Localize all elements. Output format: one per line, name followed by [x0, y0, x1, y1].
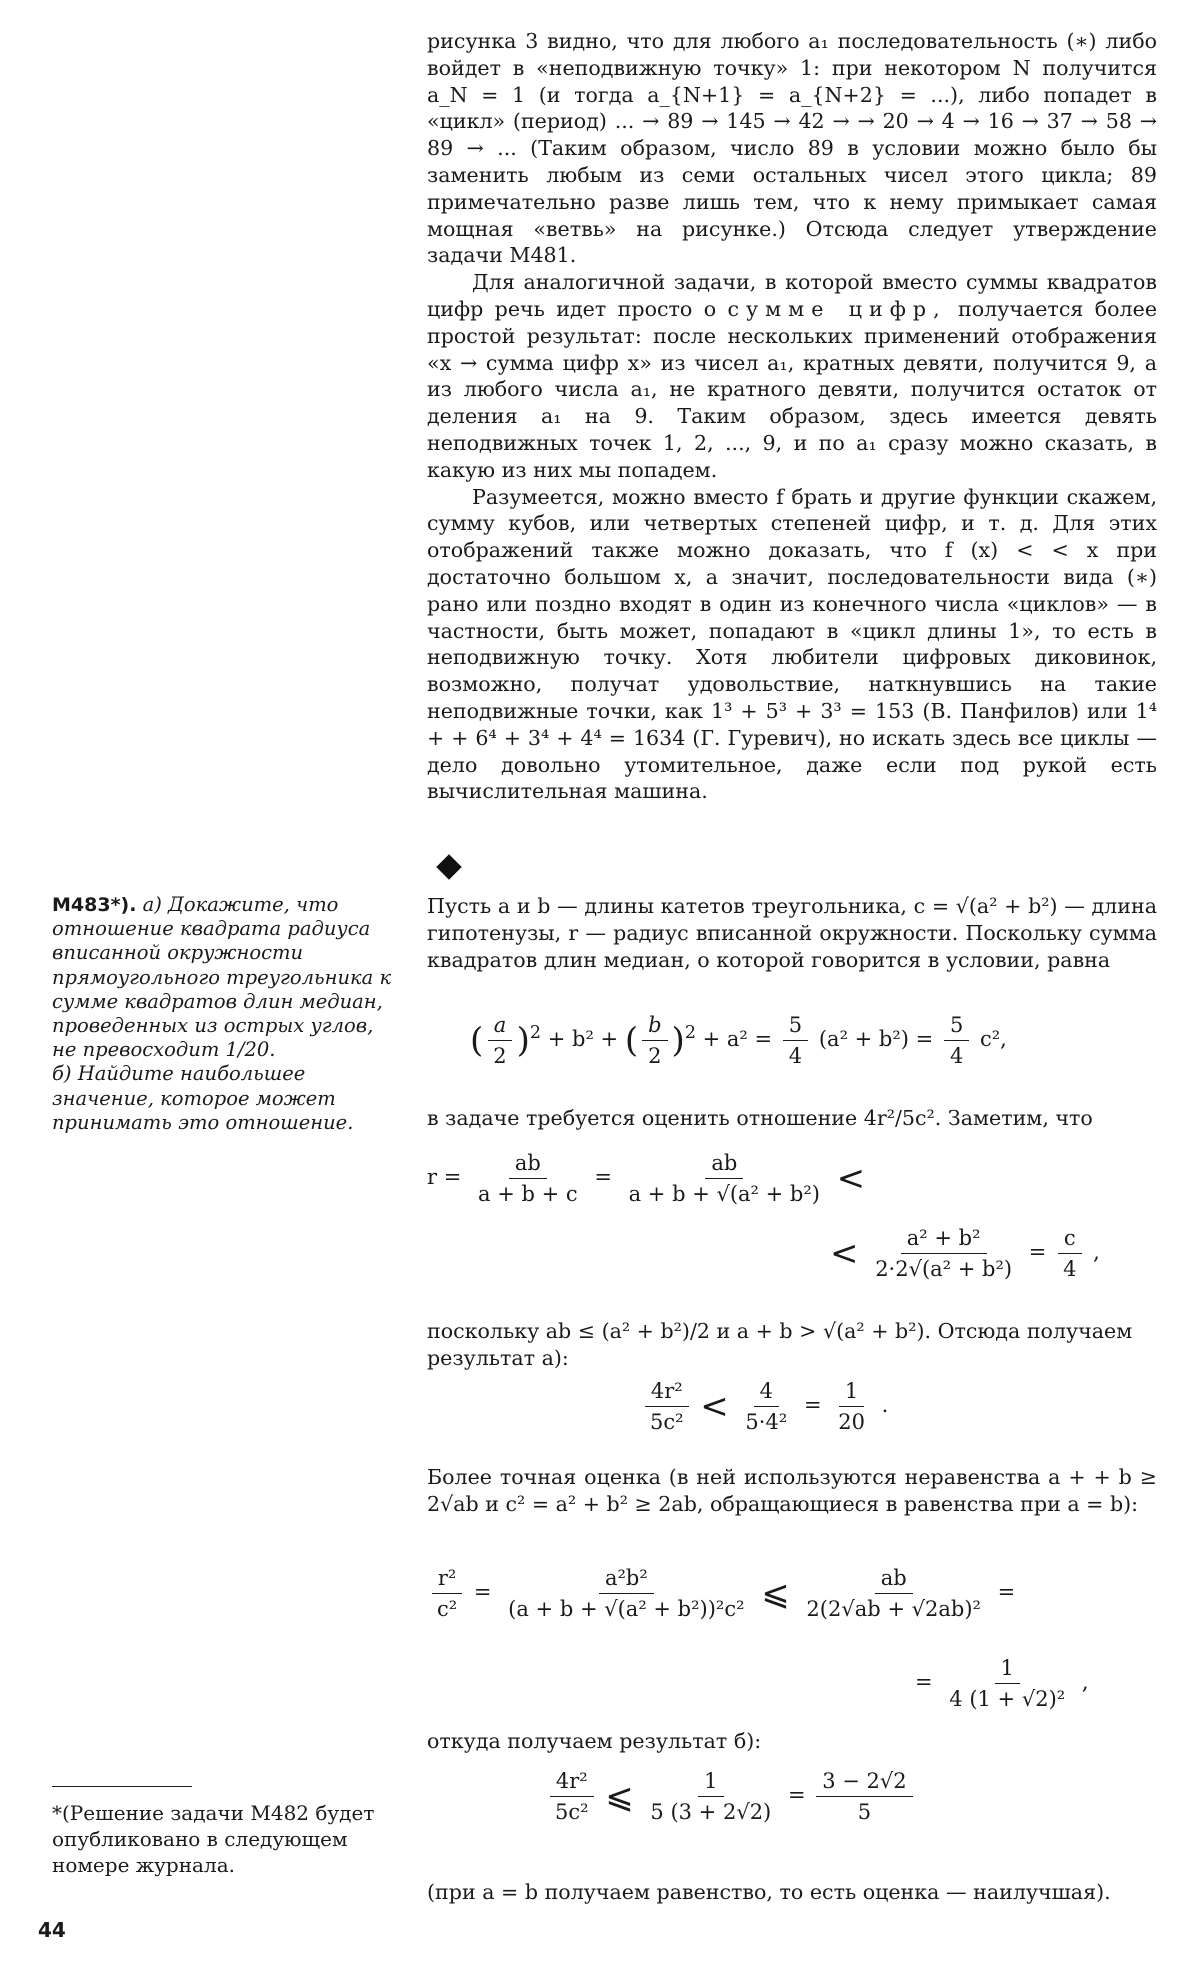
problem-number: М483*). — [52, 894, 137, 916]
solution-intro: Пусть a и b — длины катетов треугольника, c = √(a² + b²) — длина гипотенузы, r — радиус вписанной окружности. Поскольку сумма квадратов длин медиан, о которой говорится в условии, равна — [427, 894, 1157, 972]
paragraph: Для аналогичной задачи, в которой вместо суммы квадратов цифр речь идет просто о сумме цифр, получается более простой результат: после нескольких применений отображения «x → сумма цифр x» из чисел a₁, кратных девяти, получится 9, а из любого числа a₁, не кратного девяти, получится остаток от деления a₁ на 9. Таким образом, здесь имеется девять неподвижных точек 1, 2, ..., 9, и по a₁ сразу можно сказать, в какую из них мы попадем. — [427, 270, 1158, 482]
text-block: поскольку ab ≤ (a² + b²)/2 и a + b > √(a² + b²). Отсюда получаем результат а): — [427, 1319, 1133, 1370]
text-line: откуда получаем результат б): — [427, 1729, 762, 1753]
text-line: (при a = b получаем равенство, то есть оценка — наилучшая). — [427, 1880, 1111, 1904]
footnote: *(Решение задачи М482 будет опубликовано в следующем номере журнала. — [52, 1801, 375, 1877]
emphasis-spaced: сумме цифр, — [727, 296, 947, 321]
paragraph: Разумеется, можно вместо f брать и другие функции скажем, сумму кубов, или четвертых степеней цифр, и т. д. Для этих отображений также можно доказать, что f (x) < < x при достаточно большом x, а значит, последовательности вида (∗) рано или поздно входят в один из конечного числа «циклов» — в частности, быть может, попадают в «цикл длины 1», то есть в неподвижную точку. Хотя любители цифровых диковинок, возможно, получат удовольствие, наткнувшись на такие неподвижные точки, как 1³ + 5³ + 3³ = 153 (В. Панфилов) или 1⁴ + + 6⁴ + 3⁴ + 4⁴ = 1634 (Г. Гуревич), но искать здесь все циклы — дело довольно утомительное, даже если под рукой есть вычислительная машина. — [427, 484, 1157, 804]
section-divider-diamond — [436, 854, 461, 879]
formula-r-continued: < $\frac{\text{a² + b²}}{\text{2·2√(a² + b²)}}$ = $\frac{c}{4}$ , — [830, 1226, 1100, 1281]
paragraph: рисунка 3 видно, что для любого a₁ последовательность (∗) либо войдет в «неподвижную точку» 1: при некотором N получится a_N = 1 (и тогда a_{N+1} = a_{N+2} = ...), либо попадет в «цикл» (период) ... → 89 → 145 → 42 → → 20 → 4 → 16 → 37 → 58 → 89 → ... (Таким образом, число 89 в условии можно было бы заменить любым из семи остальных чисел этого цикла; 89 примечательно разве лишь тем, что к нему примыкает самая мощная «ветвь» на рисунке.) Отсюда следует утверждение задачи М481. — [427, 29, 1157, 268]
formula-ratio-continued: = $\frac{1}{\text{4 (1 + √2)²}}$ , — [915, 1656, 1089, 1711]
problem-text-b: б) Найдите наибольшее значение, которое может принимать это отношение. — [52, 1062, 354, 1134]
text-block: Более точная оценка (в ней используются неравенства a + + b ≥ 2√ab и c² = a² + b² ≥ 2ab, обращающиеся в равенства при a = b): — [427, 1465, 1157, 1516]
formula-result-b: $\frac{\text{4r²}}{\text{5c²}}$ ⩽ $\frac{1}{5 (3 + 2√2)}$ = $\frac{3 - 2√2}{5}$ — [545, 1768, 917, 1825]
formula-result-a: $\frac{\text{4r²}}{\text{5c²}}$ < $\frac{4}{\text{5·4²}}$ = $\frac{1}{20}$ . — [640, 1378, 888, 1435]
formula-r: r = $\frac{ab}{a + b + c}$ = $\frac{ab}{\text{a + b + √(a² + b²)}}$ < — [427, 1151, 866, 1206]
problem-statement — [52, 893, 392, 1135]
formula-medians: ( $\frac{a}{2}$ )$^2$ + b² + ( $\frac{b}{2}$ )$^2$ + a² = $\frac{5}{4}$ (a² + b²) = $\frac{5}{4}$ c², — [470, 1013, 1007, 1068]
article-text — [427, 28, 1157, 805]
problem-text-a: а) Докажите, что отношение квадрата радиуса вписанной окружности прямоугольного треугольника к сумме квадратов длин медиан, проведенных из острых углов, не превосходит 1/20. — [52, 893, 392, 1062]
text-line: в задаче требуется оценить отношение 4r²/5c². Заметим, что — [427, 1106, 1093, 1130]
page-number: 44 — [38, 1918, 66, 1942]
footnote-rule — [52, 1786, 192, 1787]
formula-ratio: $\frac{\text{r²}}{\text{c²}}$ = $\frac{\text{a²b²}}{\text{(a + b + √(a² + b²))²c²}}$ ⩽ $\frac{ab}{\text{2(2√ab + √2ab)²}}$ = — [427, 1565, 1015, 1622]
